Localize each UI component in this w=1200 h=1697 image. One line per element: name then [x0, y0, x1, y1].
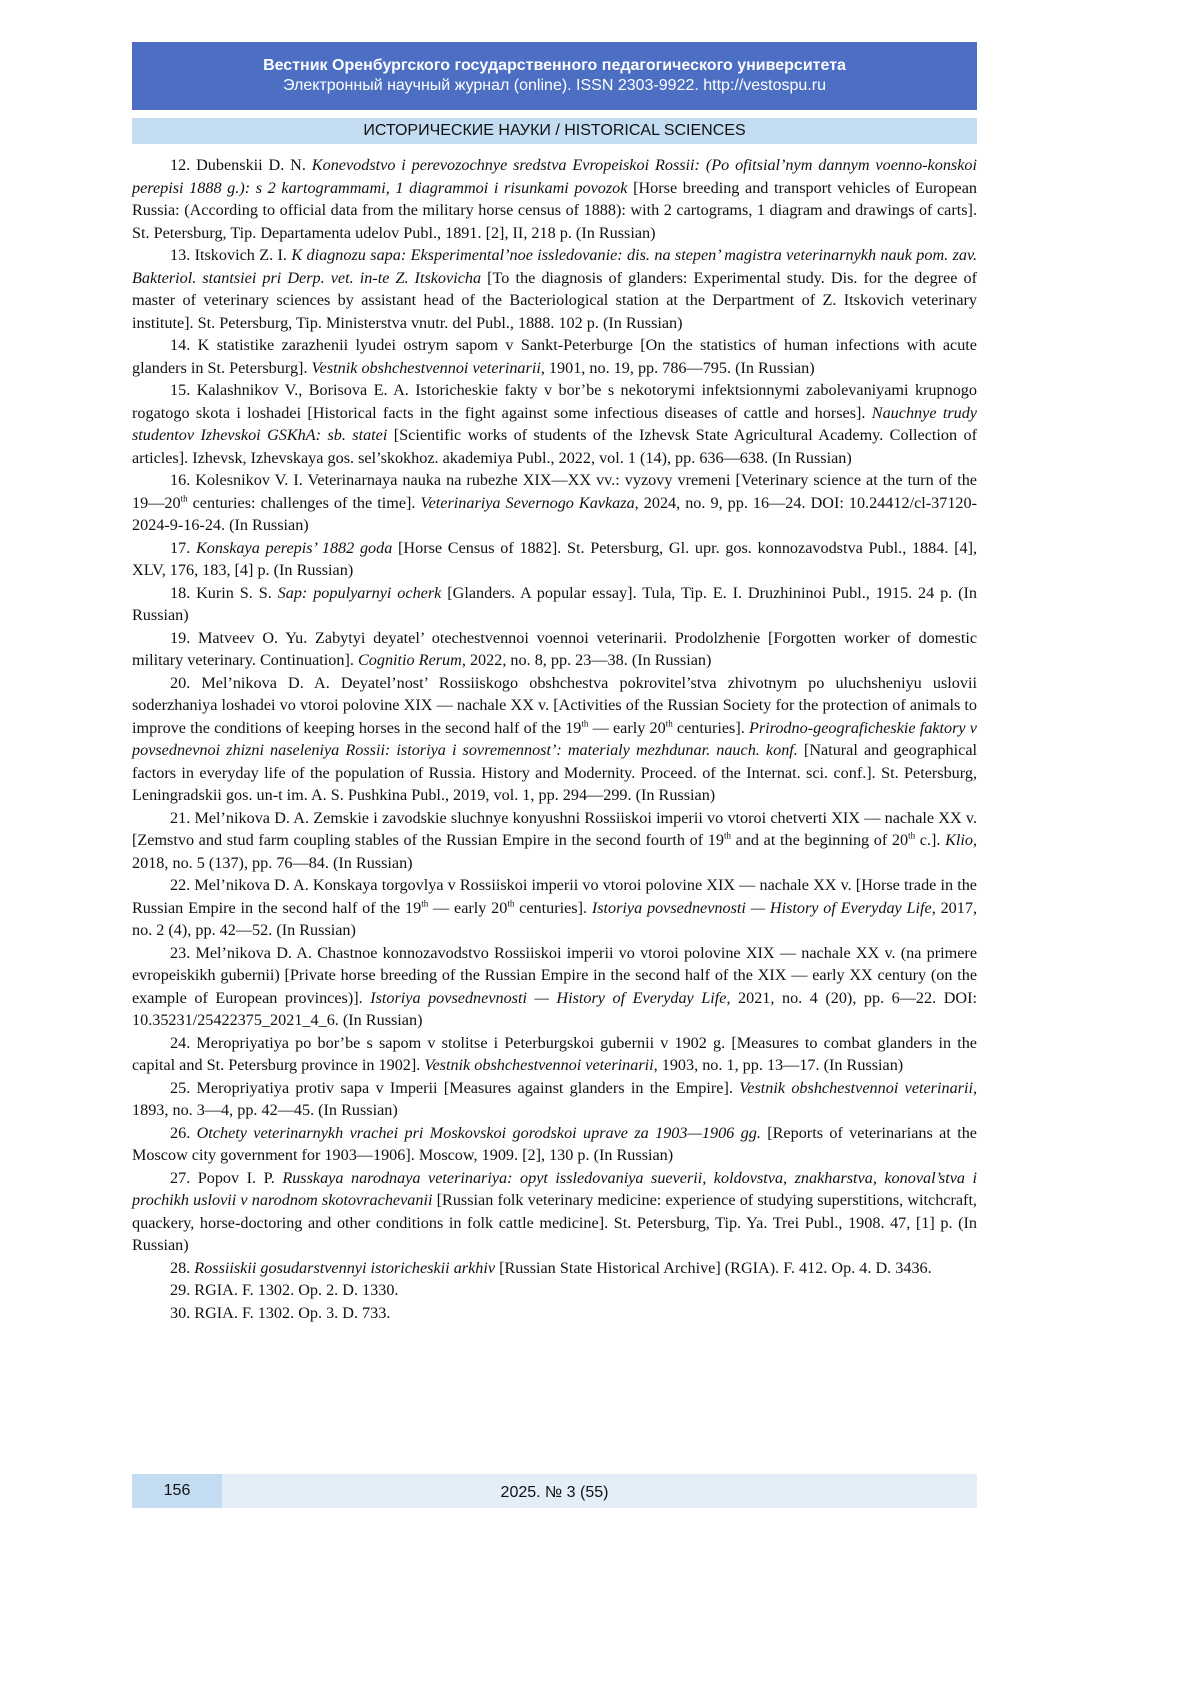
reference-text: [Horse breeding and transport vehicles of European Russia: (According to official data from the military horse census of 1888): with 2 cartograms, 1 diagram and drawings of carts]. St. Petersburg, Tip. Departamenta udelov Publ., 1891. [2], II, 218 p. (In Russian): [132, 178, 978, 242]
reference-italic-text: K diagnozu sapa: Eksperimental’noe issledovanie: dis. na stepen’ magistra veterinarnykh nauk pom. zav. Bakteriol. stantsiei pri Derp. vet. in-te Z. Itskovicha: [132, 246, 977, 287]
reference-italic-text: Cognitio Rerum: [357, 651, 462, 669]
reference-italic-text: Veterinariya Severnogo Kavkaza: [420, 493, 635, 512]
reference-text: [Glanders. A popular essay]. Tula, Tip. E. I. Druzhininoi Publ., 1915. 24 p. (In Russian): [132, 583, 977, 624]
reference-text: 24. Meropriyatiya po bor’be s sapom v stolitse i Peterburgskoi gubernii v 1902 g. [Measures to combat glanders in the capital and St. Petersburg province in 1902].: [132, 1033, 977, 1074]
page-footer: [132, 1474, 977, 1508]
reference-text: centuries].: [672, 718, 749, 737]
reference-italic-text: Sap: populyarnyi ocherk: [277, 583, 442, 602]
section-heading: ИСТОРИЧЕСКИЕ НАУКИ / HISTORICAL SCIENCES: [132, 118, 977, 144]
reference-text: 17.: [170, 538, 196, 557]
reference-text: — early 20: [588, 718, 666, 737]
reference-text: 28.: [170, 1258, 195, 1277]
reference-text: , 2018, no. 5 (137), pp. 76—84. (In Russian): [132, 831, 977, 872]
reference-item: [132, 942, 977, 1032]
reference-italic-text: Prirodno-geograficheskie faktory v povsednevnoi zhizni naseleniya Rossii: istoriya i sovremennost’: materialy mezhdunar. nauch. konf.: [132, 718, 977, 759]
reference-item: [132, 244, 977, 334]
reference-italic-text: Klio: [945, 831, 973, 849]
reference-text: 21. Mel’nikova D. A. Zemskie i zavodskie sluchnye konyushni Rossiiskoi imperii vo vtoroi chetverti XIX — nachale XX v. [Zemstvo and stud farm coupling stables of the Russian Empire in the second fourth of 19: [132, 808, 977, 849]
reference-text: 19. Matveev O. Yu. Zabytyi deyatel’ otechestvennoi voennoi veterinarii. Prodolzhenie [Forgotten worker of domestic military veterinary. Continuation].: [132, 628, 977, 669]
reference-italic-text: Istoriya povsednevnosti — History of Everyday Life,: [370, 988, 731, 1007]
journal-header: [132, 42, 977, 110]
journal-subtitle: Электронный научный журнал (online). ISSN 2303-9922. http://vestospu.ru: [283, 77, 826, 94]
journal-title: Вестник Оренбургского государственного педагогического университета: [263, 57, 846, 74]
reference-text: 30. RGIA. F. 1302. Op. 3. D. 733.: [170, 1303, 391, 1322]
reference-text: , 2017, no. 2 (4), pp. 42—52. (In Russian): [132, 898, 977, 939]
reference-italic-text: Rossiiskii gosudarstvennyi istoricheskii arkhiv: [194, 1258, 496, 1277]
reference-item: [132, 1257, 977, 1280]
reference-item: [132, 627, 977, 672]
reference-text: 15. Kalashnikov V., Borisova E. A. Istoricheskie fakty v bor’be s nekotorymi infektsionnymi zabolevaniyami krupnogo rogatogo skota i loshadei [Historical facts in the fight against some infectious diseases of cattle and horses].: [132, 381, 977, 422]
reference-italic-text: Nauchnye trudy studentov Izhevskoi GSKhA: sb. statei: [132, 403, 977, 444]
reference-text: and at the beginning of 20: [731, 831, 909, 849]
reference-superscript: th: [665, 718, 673, 729]
reference-text: 22. Mel’nikova D. A. Konskaya torgovlya v Rossiiskoi imperii vo vtoroi polovine XIX — nachale XX v. [Horse trade in the Russian Empire in the second half of the 19: [132, 876, 977, 917]
reference-italic-text: Vestnik obshchestvennoi veterinarii: [739, 1078, 973, 1097]
reference-item: [132, 537, 977, 582]
reference-text: 25. Meropriyatiya protiv sapa v Imperii [Measures against glanders in the Empire].: [170, 1078, 740, 1097]
reference-item: [132, 1122, 977, 1167]
reference-item: [132, 874, 977, 942]
reference-superscript: th: [180, 493, 188, 504]
reference-list: [132, 154, 977, 1324]
reference-italic-text: Konevodstvo i perevozochnye sredstva Evropeiskoi Rossii: (Po ofitsial’nym dannym voenno-konskoi perepisi 1888 g.): s 2 kartogrammami, 1 diagrammoi i risunkami povozok: [132, 156, 977, 197]
reference-item: [132, 1077, 977, 1122]
reference-item: [132, 807, 977, 875]
reference-italic-text: Otchety veterinarnykh vrachei pri Moskovskoi gorodskoi uprave za 1903—1906 gg.: [196, 1123, 761, 1142]
reference-item: [132, 1032, 977, 1077]
reference-text: 13. Itskovich Z. I.: [170, 246, 292, 264]
reference-item: [132, 154, 977, 244]
reference-italic-text: Konskaya perepis’ 1882 goda: [195, 538, 393, 557]
reference-superscript: th: [723, 830, 731, 841]
reference-text: , 1893, no. 3—4, pp. 42—45. (In Russian): [132, 1078, 978, 1119]
reference-text: [Horse Census of 1882]. St. Petersburg, Gl. upr. gos. konnozavodstva Publ., 1884. [4], XLV, 176, 183, [4] p. (In Russian): [132, 538, 978, 579]
reference-text: 16. Kolesnikov V. I. Veterinarnaya nauka na rubezhe XIX—XX vv.: vyzovy vremeni [Veterinary science at the turn of the 19—20: [132, 471, 977, 512]
reference-text: 23. Mel’nikova D. A. Chastnoe konnozavodstvo Rossiiskoi imperii vo vtoroi polovine XIX — nachale XX v. (na primere evropeiskikh gubernii) [Private horse breeding of the Russian Empire in the second half of the XIX — early XX century (on the example of European provinces)].: [132, 943, 977, 1007]
reference-text: c.].: [915, 831, 946, 849]
reference-superscript: th: [581, 718, 589, 729]
reference-italic-text: Vestnik obshchestvennoi veterinarii: [424, 1056, 654, 1074]
reference-text: [To the diagnosis of glanders: Experimental study. Dis. for the degree of master of veterinary sciences by assistant head of the Bacteriological station at the Derpartment of Z. Itskovich veterinary institute]. St. Petersburg, Tip. Ministerstva vnutr. del Publ., 1888. 102 p. (In Russian): [132, 268, 977, 332]
reference-text: , 1903, no. 1, pp. 13—17. (In Russian): [653, 1056, 904, 1074]
reference-text: 20. Mel’nikova D. A. Deyatel’nost’ Rossiiskogo obshchestva pokrovitel’stva zhivotnym po uluchsheniyu uslovii soderzhaniya loshadei vo vtoroi polovine XIX — nachale XX v. [Activities of the Russian Society for the protection of animals to improve the conditions of keeping horses in the second half of the 19: [132, 673, 977, 737]
reference-item: [132, 1167, 977, 1257]
reference-text: [Reports of veterinarians at the Moscow city government for 1903—1906]. Moscow, 1909. [2], 130 p. (In Russian): [132, 1123, 977, 1164]
reference-text: centuries].: [514, 898, 592, 917]
reference-item: [132, 469, 977, 537]
reference-text: , 2024, no. 9, pp. 16—24. DOI: 10.24412/cl-37120-2024-9-16-24. (In Russian): [132, 493, 978, 534]
reference-text: — early 20: [428, 898, 508, 917]
reference-text: 2021, no. 4 (20), pp. 6—22. DOI: 10.35231/25422375_2021_4_6. (In Russian): [132, 988, 977, 1029]
reference-text: , 1901, no. 19, pp. 786—795. (In Russian): [540, 358, 815, 377]
reference-item: [132, 582, 977, 627]
reference-italic-text: Russkaya narodnaya veterinariya: opyt issledovaniya sueverii, koldovstva, znakharstva, konoval’stva i prochikh uslovii v narodnom skotovrachevanii: [132, 1168, 977, 1209]
reference-superscript: th: [908, 830, 916, 841]
reference-item: [132, 672, 977, 807]
reference-text: 27. Popov I. P.: [170, 1168, 283, 1187]
reference-text: 26.: [170, 1123, 197, 1142]
reference-text: 29. RGIA. F. 1302. Op. 2. D. 1330.: [170, 1281, 399, 1299]
reference-text: centuries: challenges of the time].: [187, 493, 421, 512]
reference-superscript: th: [507, 898, 515, 909]
reference-item: [132, 379, 977, 469]
reference-italic-text: Vestnik obshchestvennoi veterinarii: [311, 358, 541, 377]
reference-text: [Natural and geographical factors in everyday life of the population of Russia. History and Modernity. Proceed. of the Internat. sci. conf.]. St. Petersburg, Leningradskii gos. un-t im. A. S. Pushkina Publ., 2019, vol. 1, pp. 294—299. (In Russian): [132, 741, 977, 804]
issue-number: 2025. № 3 (55): [500, 1484, 609, 1501]
reference-item: [132, 1279, 977, 1302]
reference-text: [Scientific works of students of the Izhevsk State Agricultural Academy. Collection of articles]. Izhevsk, Izhevskaya gos. sel’skokhoz. akademiya Publ., 2022, vol. 1 (14), pp. 636—638. (In Russian): [132, 426, 977, 467]
page-number: 156: [132, 1474, 222, 1508]
reference-text: [Russian State Historical Archive] (RGIA). F. 412. Op. 4. D. 3436.: [495, 1258, 932, 1277]
reference-item: [132, 1302, 977, 1325]
reference-superscript: th: [421, 898, 429, 909]
reference-text: 18. Kurin S. S.: [170, 583, 278, 602]
reference-text: 14. K statistike zarazhenii lyudei ostrym sapom v Sankt-Peterburge [On the statistics of human infections with acute glanders in St. Petersburg].: [132, 336, 977, 377]
reference-text: , 2022, no. 8, pp. 23—38. (In Russian): [461, 651, 712, 669]
reference-italic-text: Istoriya povsednevnosti — History of Everyday Life: [591, 898, 932, 917]
reference-text: [Russian folk veterinary medicine: experience of studying superstitions, witchcraft, quackery, horse-doctoring and other conditions in folk cattle medicine]. St. Petersburg, Tip. Ya. Trei Publ., 1908. 47, [1] p. (In Russian): [132, 1191, 977, 1254]
reference-text: 12. Dubenskii D. N.: [170, 156, 312, 174]
reference-item: [132, 334, 977, 379]
